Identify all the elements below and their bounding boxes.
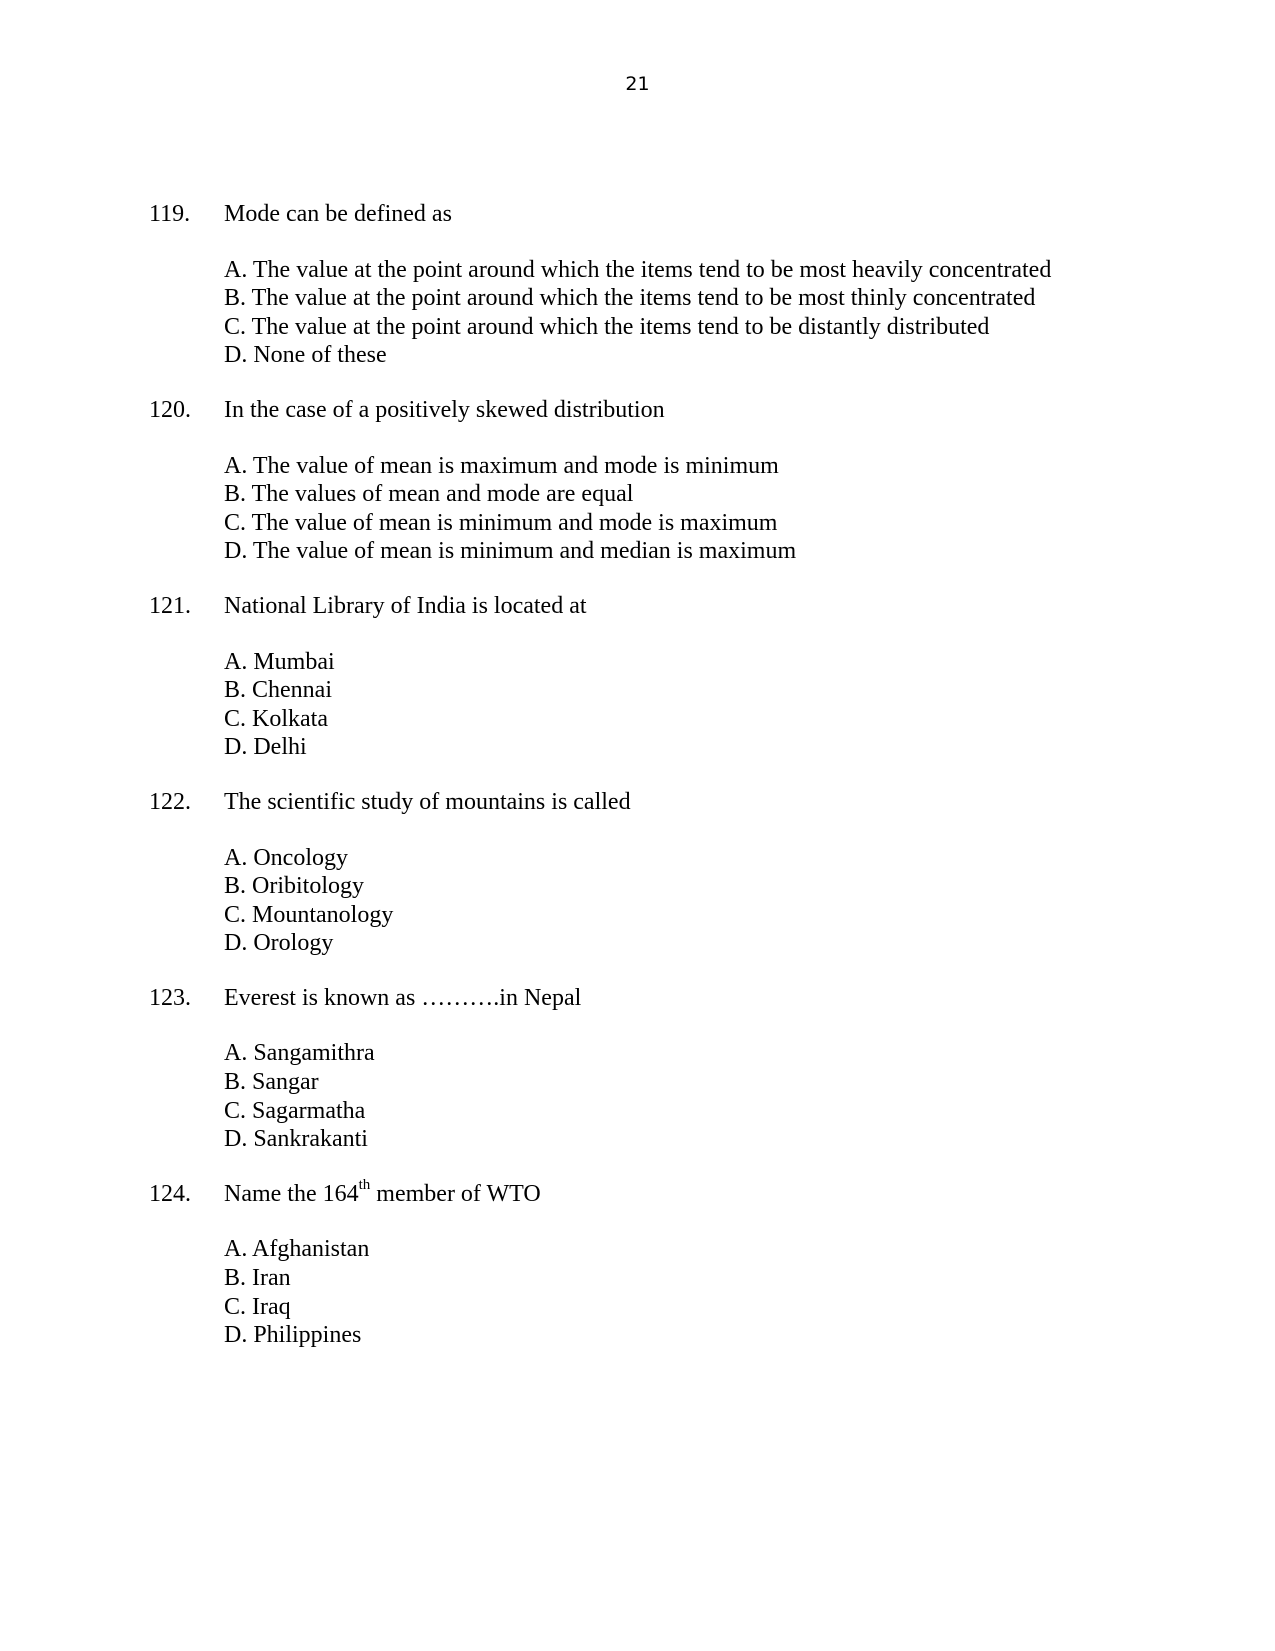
question-line [149, 788, 1209, 817]
option-d: D. Sankrakanti [224, 1126, 368, 1153]
question-text-before: Name the 164 [224, 1180, 359, 1207]
question-number: 124. [149, 1180, 191, 1207]
option-d: D. The value of mean is minimum and median is maximum [224, 538, 797, 565]
question-number: 122. [149, 788, 191, 815]
question-number: 119. [149, 201, 191, 227]
page-number: 21 [625, 73, 650, 95]
option-a: A. The value of mean is maximum and mode is minimum [224, 452, 779, 479]
question-121 [149, 592, 1209, 762]
option-b: B. Chennai [224, 677, 332, 704]
question-119 [149, 200, 1209, 370]
option-list [224, 648, 1209, 762]
option-c: C. Iraq [224, 1293, 291, 1320]
question-line [149, 984, 1209, 1013]
option-a: A. Mumbai [224, 648, 335, 675]
question-number: 123. [149, 984, 191, 1011]
question-124 [149, 1176, 1209, 1350]
ordinal-suffix: th [358, 1176, 371, 1193]
option-b: B. Oribitology [224, 873, 365, 900]
option-c: C. Kolkata [224, 705, 328, 732]
option-a: A. Afghanistan [224, 1236, 370, 1263]
option-c: C. Mountanology [224, 901, 394, 928]
option-b: B. The value at the point around which the items tend to be most thinly concentrated [224, 285, 1036, 312]
option-a: A. Sangamithra [224, 1040, 375, 1067]
question-line [149, 200, 1209, 229]
question-123 [149, 984, 1209, 1154]
option-list [224, 256, 1209, 370]
option-c: C. Sagarmatha [224, 1097, 366, 1124]
option-d: D. Philippines [224, 1322, 362, 1349]
option-b: B. The values of mean and mode are equal [224, 481, 634, 508]
question-text: National Library of India is located at [224, 592, 587, 619]
option-list [224, 844, 1209, 958]
question-text: Mode can be defined as [224, 201, 452, 227]
question-list [149, 200, 1209, 1376]
option-list [224, 1039, 1209, 1153]
option-a: A. The value at the point around which the items tend to be most heavily concentrated [224, 256, 1052, 283]
option-c: C. The value of mean is minimum and mode is maximum [224, 509, 778, 536]
question-122 [149, 788, 1209, 958]
question-text-after: member of WTO [370, 1180, 541, 1207]
question-120 [149, 396, 1209, 566]
option-list [224, 452, 1209, 566]
option-c: C. The value at the point around which the items tend to be distantly distributed [224, 313, 990, 340]
question-text: In the case of a positively skewed distribution [224, 396, 665, 423]
question-text [224, 1176, 541, 1209]
option-b: B. Iran [224, 1265, 291, 1292]
option-b: B. Sangar [224, 1069, 319, 1096]
question-number: 121. [149, 592, 191, 619]
option-a: A. Oncology [224, 844, 348, 871]
question-text: The scientific study of mountains is called [224, 788, 631, 815]
question-line [149, 1176, 1209, 1209]
option-d: D. Orology [224, 930, 334, 957]
question-line [149, 396, 1209, 425]
option-d: D. Delhi [224, 734, 307, 761]
option-list [224, 1235, 1209, 1349]
option-d: D. None of these [224, 342, 387, 369]
question-line [149, 592, 1209, 621]
question-text: Everest is known as ……….in Nepal [224, 984, 582, 1011]
question-number: 120. [149, 396, 191, 423]
